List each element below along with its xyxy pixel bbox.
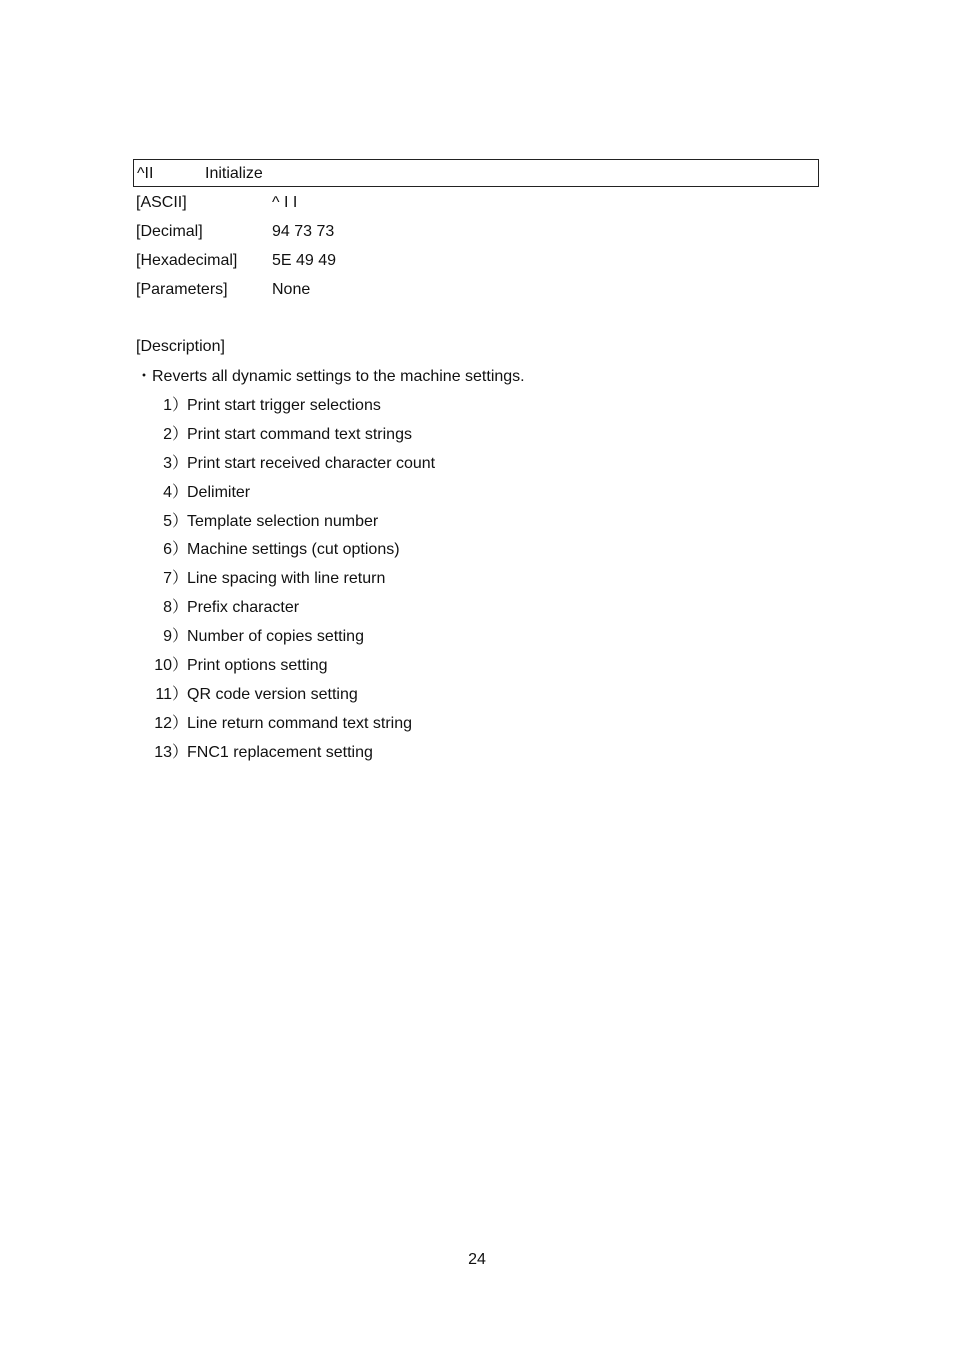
list-item bbox=[136, 454, 435, 483]
list-item-number: 2 bbox=[163, 425, 172, 443]
list-item-text: FNC1 replacement setting bbox=[187, 743, 373, 761]
list-item-text: Delimiter bbox=[187, 483, 251, 501]
list-item-number: 1 bbox=[163, 397, 172, 414]
property-key: [Hexadecimal] bbox=[136, 252, 238, 269]
list-item-number: 8 bbox=[163, 599, 172, 617]
list-item-paren: ） bbox=[172, 628, 189, 646]
list-item-text: Print options setting bbox=[187, 657, 328, 675]
list-item bbox=[136, 512, 435, 541]
list-item-paren: ） bbox=[172, 541, 189, 559]
list-item-number: 5 bbox=[163, 512, 172, 530]
list-item-paren: ） bbox=[172, 685, 189, 703]
list-item-text: Machine settings (cut options) bbox=[187, 541, 400, 559]
list-item-number: 11 bbox=[155, 685, 172, 703]
list-item-paren: ） bbox=[172, 714, 189, 732]
list-item bbox=[136, 425, 435, 454]
list-item-paren: ） bbox=[172, 397, 189, 414]
property-value: None bbox=[272, 281, 311, 298]
list-item-paren: ） bbox=[172, 657, 189, 675]
list-item-text: Line return command text string bbox=[187, 714, 412, 732]
list-item-text: Line spacing with line return bbox=[187, 570, 386, 588]
property-row-ascii bbox=[136, 193, 336, 222]
list-item-text: Print start trigger selections bbox=[187, 397, 381, 414]
list-item-text: Number of copies setting bbox=[187, 628, 364, 646]
list-item bbox=[136, 685, 435, 714]
property-row-decimal bbox=[136, 222, 336, 251]
list-item bbox=[136, 627, 435, 656]
property-row-hexadecimal bbox=[136, 251, 336, 280]
list-item-text: Print start command text strings bbox=[187, 425, 412, 443]
list-item bbox=[136, 569, 435, 598]
list-item-paren: ） bbox=[172, 743, 189, 761]
list-item bbox=[136, 396, 435, 425]
list-item-text: Template selection number bbox=[187, 512, 379, 530]
list-item-paren: ） bbox=[172, 454, 189, 472]
list-item bbox=[136, 743, 435, 772]
list-item-paren: ） bbox=[172, 570, 189, 588]
list-item bbox=[136, 656, 435, 685]
list-item bbox=[136, 540, 435, 569]
settings-list bbox=[136, 396, 435, 772]
property-value: 94 73 73 bbox=[272, 223, 335, 240]
list-item-number: 3 bbox=[163, 454, 172, 472]
list-item-number: 4 bbox=[163, 483, 172, 501]
command-code: ^II bbox=[137, 165, 154, 182]
description-bullet: ・Reverts all dynamic settings to the machine settings. bbox=[136, 368, 525, 385]
property-value: ^ I I bbox=[272, 194, 298, 211]
list-item-paren: ） bbox=[172, 599, 189, 617]
list-item-number: 10 bbox=[154, 657, 172, 675]
list-item bbox=[136, 598, 435, 627]
list-item-text: Prefix character bbox=[187, 599, 300, 617]
property-key: [Decimal] bbox=[136, 223, 203, 240]
list-item-paren: ） bbox=[172, 512, 189, 530]
list-item bbox=[136, 714, 435, 743]
property-key: [ASCII] bbox=[136, 194, 187, 211]
list-item-text: QR code version setting bbox=[187, 685, 358, 703]
list-item-number: 9 bbox=[163, 628, 172, 646]
list-item-number: 13 bbox=[154, 743, 172, 761]
list-item-paren: ） bbox=[172, 425, 189, 443]
property-value: 5E 49 49 bbox=[272, 252, 337, 269]
list-item-text: Print start received character count bbox=[187, 454, 436, 472]
list-item-number: 6 bbox=[163, 541, 172, 559]
list-item-paren: ） bbox=[172, 483, 189, 501]
property-key: [Parameters] bbox=[136, 281, 228, 298]
list-item bbox=[136, 483, 435, 512]
command-properties bbox=[136, 193, 336, 309]
page-number: 24 bbox=[468, 1251, 486, 1268]
property-row-parameters bbox=[136, 280, 336, 309]
command-header-box bbox=[133, 159, 819, 187]
description-heading: [Description] bbox=[136, 338, 225, 355]
command-name: Initialize bbox=[205, 165, 263, 182]
list-item-number: 12 bbox=[154, 714, 172, 732]
list-item-number: 7 bbox=[163, 570, 172, 588]
